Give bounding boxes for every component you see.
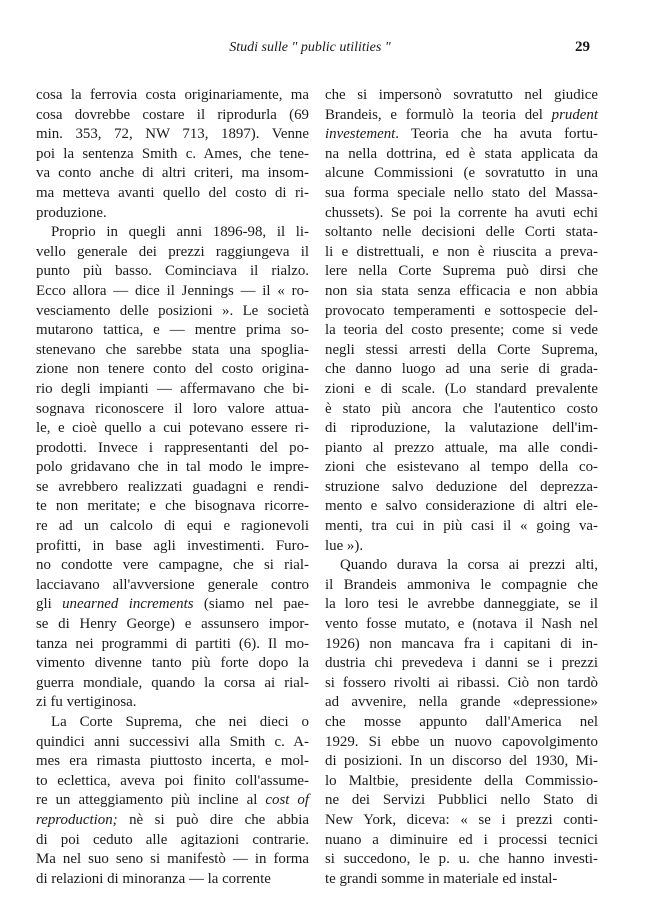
text-line: nuano a diminuire ed i processi tecnici — [325, 831, 598, 848]
text-line: re ad un calcolo di equi e ragionevoli — [36, 518, 309, 535]
text-line: che mosse appunto dall'America nel — [325, 714, 598, 730]
text-line: mento e salvo considerazione di altri ele- — [325, 498, 598, 515]
text-line — [36, 811, 309, 831]
text-line: struzione salvo deduzione del deprezza- — [325, 478, 598, 495]
text-line: La Corte Suprema, che nei dieci o — [51, 714, 309, 730]
text-line: te non meritate; e che bisognava ricorre- — [36, 498, 309, 515]
text-line: te grandi somme in materiale ed instal- — [325, 870, 558, 887]
text-line: vimento divenne tanto più forte dopo la — [36, 655, 309, 672]
text-line: cosa la ferrovia costa originariamente, ma — [36, 87, 309, 103]
text-segment: . Teoria che ha avuta fortu- — [395, 126, 598, 143]
text-line: min. 353, 72, NW 713, 1897). Venne — [36, 126, 309, 143]
text-line: rio degli impianti — affermavano che bi- — [36, 380, 309, 397]
italic-phrase: prudent — [551, 106, 598, 123]
text-line: lo Maltbie, presidente della Commissio- — [325, 772, 598, 789]
text-line: vesciamento delle posizioni ». Le società — [36, 302, 309, 319]
text-line: ad avvenire, nella grande «depressione» — [325, 694, 598, 711]
left-column — [36, 86, 309, 889]
text-line: non sia stata senza efficacia e non abbia — [325, 282, 598, 299]
text-line: zioni che esistevano al tempo della co- — [325, 459, 598, 476]
text-segment: (siamo nel pae- — [193, 596, 309, 613]
text-line: to eclettica, aveva poi finito coll'assume- — [36, 772, 309, 789]
text-line: il Brandeis ammoniva le compagnie che — [325, 576, 598, 593]
text-line — [325, 125, 598, 145]
text-line: Ma nel suo seno si manifestò — in forma — [36, 851, 309, 868]
text-line — [36, 791, 309, 811]
text-line: la loro tesi le avrebbe danneggiate, se il — [325, 596, 598, 613]
text-line: na nella dottrina, ed è stata applicata da — [325, 145, 598, 162]
running-title: Studi sulle " public utilities " — [229, 40, 391, 55]
text-line: ne dei Servizi Pubblici nello Stato di — [325, 792, 598, 809]
italic-phrase: unearned increments — [62, 596, 194, 613]
text-line: lere nella Corte Suprema può dirsi che — [325, 263, 598, 280]
text-line: lue »). — [325, 537, 364, 554]
italic-phrase: investement — [325, 126, 396, 143]
text-line: sognava riconoscere il loro valore attua- — [36, 400, 309, 417]
text-line: 1926) non mancava fra i capitani di in- — [325, 635, 598, 652]
text-line: sua forma speciale nello stato del Massa- — [325, 184, 598, 201]
text-line: soltanto nelle decisioni delle Corti stata- — [325, 224, 598, 241]
text-line: di posizioni. In un discorso del 1930, Mi- — [325, 753, 598, 770]
text-segment: nè si può dire che abbia — [117, 811, 309, 828]
text-line: negli stessi arresti della Corte Suprema, — [325, 341, 598, 358]
text-line: le, e cioè quello a cui potevano essere ri- — [36, 420, 309, 437]
text-line: lacciavano all'avversione generale contro — [36, 576, 309, 593]
text-line: alcune Commissioni (e sovratutto in una — [325, 165, 598, 182]
text-line: vento fosse mutato, e (notava il Nash nel — [325, 616, 598, 633]
text-line: ma metteva avanti quello del costo di ri- — [36, 184, 309, 201]
text-line: guerra mondiale, quando la corsa ai rial- — [36, 674, 309, 691]
text-line: menti, tra cui in più casi il « going va- — [325, 518, 598, 535]
right-column — [325, 86, 598, 889]
text-line — [36, 595, 309, 615]
text-line: Ecco allora — dice il Jennings — il « ro- — [36, 282, 309, 299]
text-line — [325, 106, 598, 126]
text-line: si fossero rivolti ai ribassi. Ciò non tardò — [325, 674, 598, 691]
text-line: se di Henry George) e assunsero impor- — [36, 616, 309, 633]
text-line: mutarono tattica, e — mentre prima so- — [36, 322, 309, 339]
text-line: zioni e di scale. (Lo standard prevalente — [325, 380, 598, 397]
page-number: 29 — [575, 39, 590, 55]
text-line: poi la sentenza Smith c. Ames, che tene- — [36, 145, 309, 162]
text-line: vello generale dei prezzi raggiungeva il — [36, 243, 309, 260]
text-segment: re un atteggiamento più incline al — [36, 792, 266, 809]
text-line: stenevano che sarebbe stata una spoglia- — [36, 341, 309, 358]
text-line: no condotte vere campagne, che si rial- — [36, 557, 309, 574]
text-line: quindici anni successivi alla Smith c. A- — [36, 733, 309, 750]
text-line: li e distrettuali, e non è riuscita a preva- — [325, 243, 598, 260]
text-line: zione non tenere conto del costo origina- — [36, 361, 309, 378]
text-line: mes era rimasta piuttosto incerta, e mol- — [36, 753, 309, 770]
text-line: che danno luogo ad una serie di grada- — [325, 361, 598, 378]
text-line: è stato più ancora che l'autentico costo — [325, 400, 598, 417]
text-line: che si impersonò sovratutto nel giudice — [325, 87, 598, 103]
text-line: 1929. Si ebbe un nuovo capovolgimento — [325, 733, 598, 750]
text-line: di poi ceduto alle agitazioni contrarie. — [36, 831, 309, 848]
text-line: chussets). Se poi la corrente ha avuti echi — [325, 204, 598, 221]
italic-phrase: cost of — [265, 792, 310, 809]
text-line: provocato temperamenti e sottospecie del- — [325, 302, 598, 319]
text-line: cosa dovrebbe costare il riprodurla (69 — [36, 106, 309, 123]
text-line: di riproduzione, la valutazione dell'im- — [325, 420, 598, 437]
text-segment: gli — [36, 596, 63, 613]
text-line: se avrebbero realizzati guadagni e rendi- — [36, 478, 309, 495]
text-line: profitti, in base agli investimenti. Furo- — [36, 537, 309, 554]
text-line: Quando durava la corsa ai prezzi alti, — [340, 557, 598, 574]
italic-phrase: reproduction; — [36, 811, 118, 828]
text-line: dustria chi prevedeva i danni se i prezzi — [325, 655, 598, 672]
text-segment: Brandeis, e formulò la teoria del — [325, 106, 552, 123]
text-line: zi fu vertiginosa. — [36, 694, 137, 711]
text-line: prodotti. Invece i rappresentanti del po- — [36, 439, 309, 456]
text-line: polo gridavano che in tal modo le impre- — [36, 459, 309, 476]
text-line: New York, diceva: « se i prezzi conti- — [325, 811, 598, 828]
text-line: Proprio in quegli anni 1896-98, il li- — [51, 224, 309, 241]
text-line: punto più basso. Cominciava il rialzo. — [36, 263, 309, 280]
text-line: va conto anche di altri criteri, ma insom- — [36, 165, 309, 182]
text-line: produzione. — [36, 204, 107, 221]
text-line: pianto al prezzo attuale, ma alle condi- — [325, 439, 598, 456]
text-line: la teoria del costo presente; come si vede — [325, 322, 598, 339]
text-line: si succedono, le p. u. che hanno investi- — [325, 851, 598, 868]
text-line: tanza nei programmi di partiti (6). Il mo- — [36, 635, 309, 652]
text-line: di relazioni di minoranza — la corrente — [36, 870, 271, 887]
